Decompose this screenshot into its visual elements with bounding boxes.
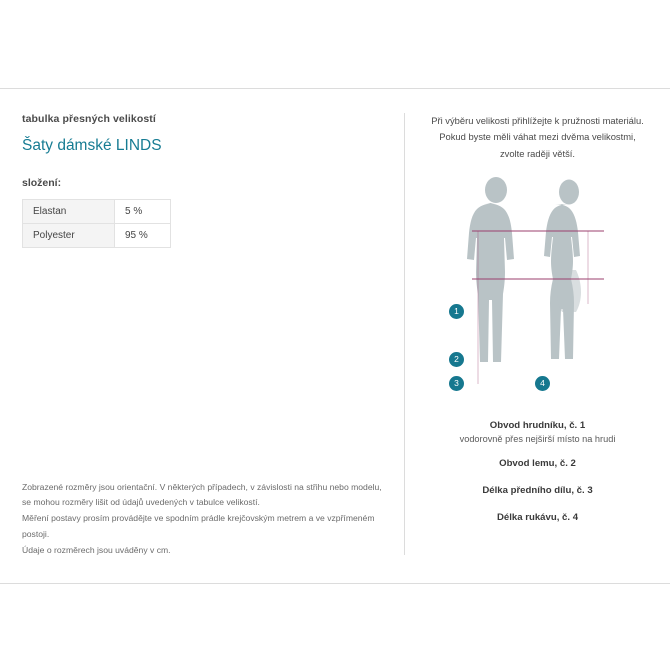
- intro-line: zvolte raději větší.: [499, 147, 576, 159]
- composition-value: 5 %: [115, 200, 171, 224]
- table-row: [23, 224, 171, 248]
- intro-line: Pokud byste měli váhat mezi dvěma velikostmi,: [439, 131, 636, 143]
- body-silhouettes-illustration: [438, 174, 638, 406]
- female-silhouette: [544, 180, 581, 360]
- marker-4: 4: [535, 376, 550, 391]
- right-column: [405, 89, 670, 583]
- composition-material: Elastan: [23, 200, 115, 224]
- table-row: [23, 200, 171, 224]
- composition-material: Polyester: [23, 224, 115, 248]
- measurement-label: Délka rukávu, č. 4: [496, 512, 579, 524]
- measurement-figure: [423, 174, 652, 406]
- male-silhouette: [467, 177, 514, 362]
- footnote-line: se mohou rozměry lišit od údajů uvedených v tabulce velikostí.: [22, 497, 260, 508]
- intro-line: Při výběru velikosti přihlížejte k pružnosti materiálu.: [431, 115, 644, 126]
- marker-3: 3: [449, 376, 464, 391]
- measurement-label: Délka předního dílu, č. 3: [482, 485, 593, 497]
- composition-table: [22, 199, 171, 248]
- composition-value: 95 %: [115, 224, 171, 248]
- marker-2: 2: [449, 352, 464, 367]
- left-column: [0, 89, 404, 583]
- marker-1: 1: [449, 304, 464, 319]
- measurement-legend: [423, 420, 652, 523]
- measurement-label: Obvod lemu, č. 2: [499, 458, 576, 470]
- footnote-line: Údaje o rozměrech jsou uváděny v cm.: [22, 545, 171, 556]
- intro-text: [427, 113, 648, 162]
- eyebrow-label: tabulka přesných velikostí: [22, 113, 156, 125]
- measurement-note: vodorovně přes nejširší místo na hrudi: [459, 434, 616, 445]
- size-chart-card: [0, 88, 670, 584]
- footnote-line: Zobrazené rozměry jsou orientační. V některých případech, v závislosti na střihu nebo modelu,: [22, 481, 382, 492]
- composition-heading: složení:: [22, 177, 62, 189]
- footnote-line: Měření postavy prosím provádějte ve spodním prádle krejčovským metrem a ve vzpřímeném postoji.: [22, 513, 375, 540]
- measurement-label: Obvod hrudníku, č. 1: [489, 420, 586, 432]
- page-title: Šaty dámské LINDS: [22, 137, 162, 154]
- footnotes: [22, 480, 392, 559]
